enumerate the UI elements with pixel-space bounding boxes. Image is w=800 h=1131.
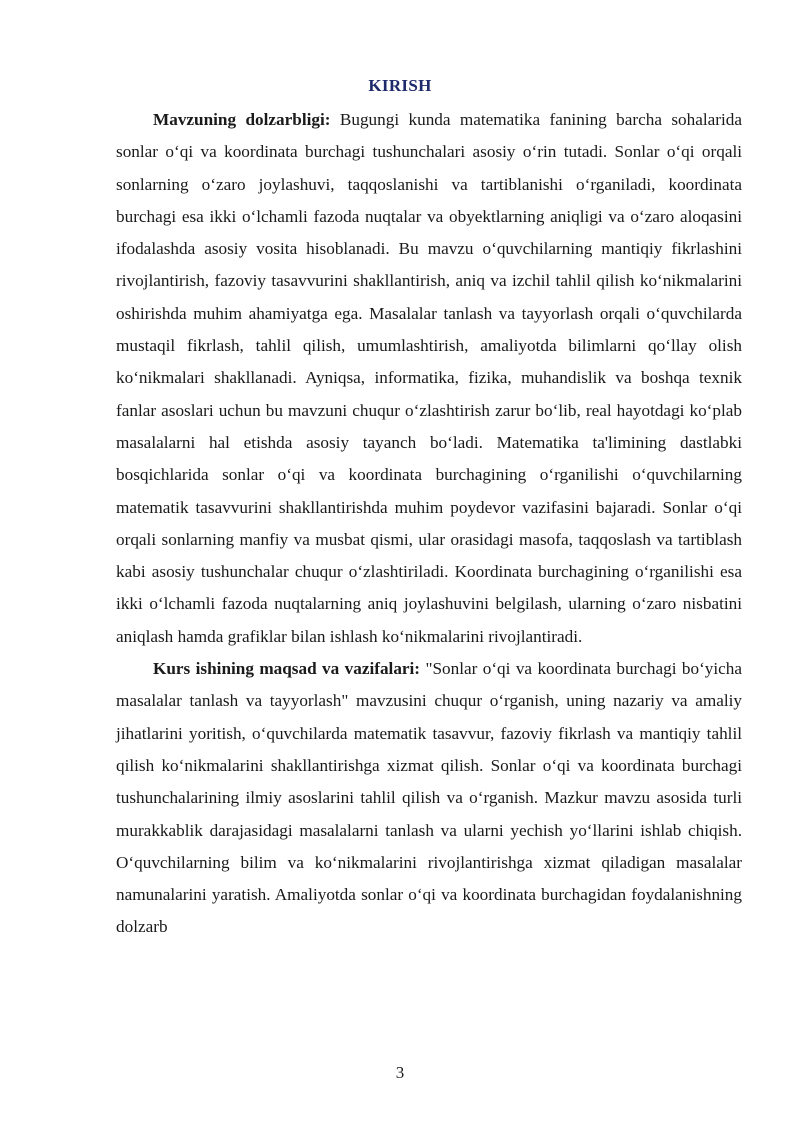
paragraph-text: "Sonlar o‘qi va koordinata burchagi bo‘yicha masalalar tanlash va tayyorlash" mavzusini chuqur o‘rganish, uning nazariy va amaliy jihatlarini yoritish, o‘quvchilarda matematik tasavvur, fazoviy fikrlash va mantiqiy tahlil qilish ko‘nikmalarini shakllantirishga xizmat qilish. Sonlar o‘qi va koordinata burchagi tushunchalarining ilmiy asoslarini tahlil qilish va o‘rganish. Mazkur mavzu asosida turli murakkablik darajasidagi masalalarni tanlash va ularni yechish yo‘llarini ishlab chiqish. O‘quvchilarning bilim va ko‘nikmalarini rivojlantirishga xizmat qiladigan masalalar namunalarini yaratish. Amaliyotda sonlar o‘qi va koordinata burchagidan foydalanishning dolzarb [116, 659, 743, 937]
paragraph-text: Bugungi kunda matematika fanining barcha sohalarida sonlar o‘qi va koordinata burchagi tushunchalari asosiy o‘rin tutadi. Sonlar o‘qi orqali sonlarning o‘zaro joylashuvi, taqqoslanishi va tartiblanishi o‘rganiladi, koordinata burchagi esa ikki o‘lchamli fazoda nuqtalar va obyektlarning aniqligi va o‘zaro aloqasini ifodalashda asosiy vosita hisoblanadi. Bu mavzu o‘quvchilarning mantiqiy fikrlashini rivojlantirish, fazoviy tasavvurini shakllantirish, aniq va izchil tahlil qilish ko‘nikmalarini oshirishda muhim ahamiyatga ega. Masalalar tanlash va tayyorlash orqali o‘quvchilarda mustaqil fikrlash, tahlil qilish, umumlashtirish, amaliyotda bilimlarni qo‘llay olish ko‘nikmalari shakllanadi. Ayniqsa, informatika, fizika, muhandislik va boshqa texnik fanlar asoslari uchun bu mavzuni chuqur o‘zlashtirish zarur bo‘lib, real hayotdagi ko‘plab masalalarni hal etishda asosiy tayanch bo‘ladi. Matematika ta'limining dastlabki bosqichlarida sonlar o‘qi va koordinata burchagining o‘rganilishi o‘quvchilarning matematik tasavvurini shakllantirishda muhim poydevor vazifasini bajaradi. Sonlar o‘qi orqali sonlarning manfiy va musbat qismi, ular orasidagi masofa, taqqoslash va tartiblash kabi asosiy tushunchalar chuqur o‘zlashtiriladi. Koordinata burchagining o‘rganilishi esa ikki o‘lchamli fazoda nuqtalarning aniq joylashuvini belgilash, ularning o‘zaro nisbatini aniqlash hamda grafiklar bilan ishlash ko‘nikmalarini rivojlantiradi. [116, 110, 742, 646]
paragraph-goals [116, 653, 742, 944]
paragraph-lead: Kurs ishining maqsad va vazifalari: [153, 659, 421, 679]
paragraph-relevance [116, 104, 742, 653]
section-heading: KIRISH [368, 76, 432, 95]
page-number: 3 [395, 1063, 405, 1082]
body-text [116, 104, 742, 944]
paragraph-lead: Mavzuning dolzarbligi: [153, 110, 331, 129]
